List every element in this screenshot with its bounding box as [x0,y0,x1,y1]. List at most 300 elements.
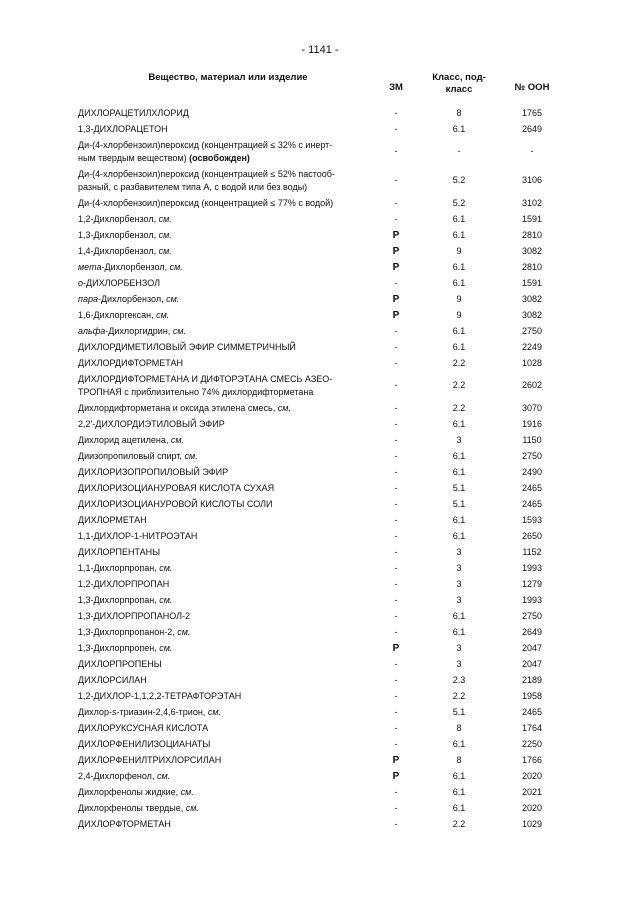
class-cell: 8 [456,754,462,765]
substance-name [75,544,373,560]
class-cell: 6.1 [452,450,466,461]
name-text: -Дихлоргидрин, [105,325,173,336]
un-number-cell: 2490 [521,466,543,477]
zm-cell [373,259,419,275]
see-reference: см. [277,402,291,413]
name-text: ДИХЛОРПЕНТАНЫ [78,546,161,557]
table-row [75,784,565,800]
class-cell: 5.2 [452,175,466,185]
zm-cell [373,640,419,656]
name-text: 1,3-Дихлорпропанон-2, [78,626,178,637]
substance-name [75,752,373,768]
table-row [75,704,565,720]
name-text: ДИХЛОРАЦЕТИЛХЛОРИД [78,107,189,118]
table-row [75,275,565,291]
zm-mark: P [392,245,400,257]
substance-name [75,480,373,496]
table-row [75,432,565,448]
name-text: Дихлорфенолы твердые, [78,802,186,813]
table-row [75,688,565,704]
name-text: ДИХЛОРФЕНИЛТРИХЛОРСИЛАН [78,754,222,765]
zm-cell: - [394,578,398,589]
substance-name [75,416,373,432]
un-number-cell: 1993 [521,594,543,605]
name-text: 1,2-Дихлорбензол, [78,213,159,224]
zm-cell: - [394,402,398,413]
header-class-line2: класс [445,84,473,95]
substance-name [75,608,373,624]
substance-name [75,704,373,720]
zm-cell: - [394,325,398,336]
table-row [75,528,565,544]
name-text: ДИХЛОРДИМЕТИЛОВЫЙ ЭФИР СИММЕТРИЧНЫЙ [78,341,296,352]
substance-name [75,736,373,752]
table-row [75,640,565,656]
name-text: ДИХЛОРФТОРМЕТАН [78,818,171,829]
table-row [75,339,565,355]
table-row [75,672,565,688]
header-un: № ООН [514,82,550,93]
see-reference: см. [207,706,221,717]
zm-cell: - [394,706,398,717]
name-text: -триазин-2,4,6-трион, [116,706,208,717]
table-row [75,227,565,243]
table-row [75,624,565,640]
substance-name [75,576,373,592]
name-text: -Дихлорбензол, [101,261,170,272]
name-text: ДИХЛОРИЗОПРОПИЛОВЫЙ ЭФИР [78,466,229,477]
un-number-cell: 1958 [521,690,543,701]
un-number-cell: 1916 [521,418,543,429]
un-number-cell: 2020 [521,770,543,781]
zm-cell: - [394,514,398,525]
un-number-cell: 2250 [521,738,543,749]
class-cell: 6.1 [452,325,466,336]
name-text: 1,1-Дихлорпропан, [78,562,160,573]
substance-name [75,784,373,800]
zm-cell: - [394,357,398,368]
un-number-cell: 3102 [521,197,543,208]
class-cell: 6.1 [452,514,466,525]
see-reference: см. [156,770,171,781]
class-cell: 5.1 [452,706,466,717]
class-cell: 9 [456,309,462,320]
un-number-cell: 3106 [521,175,543,185]
un-number-cell: 2602 [521,380,543,390]
class-cell: 6.1 [452,466,466,477]
table-row [75,752,565,768]
substance-name [75,448,373,464]
un-number-cell: 1766 [521,754,543,765]
table-row [75,656,565,672]
zm-cell: - [394,530,398,541]
substance-name [75,496,373,512]
table-row [75,166,565,195]
zm-cell: - [394,690,398,701]
name-text: 1,2-ДИХЛОРПРОПАН [78,578,170,589]
zm-cell: - [394,546,398,557]
name-text: ДИХЛОРИЗОЦИАНУРОВАЯ КИСЛОТА СУХАЯ [78,482,275,493]
table-row [75,560,565,576]
zm-cell: - [394,450,398,461]
un-number-cell: 2189 [521,674,543,685]
name-prefix: альфа [78,325,106,336]
zm-cell: - [394,146,398,156]
name-text: 2,4-Дихлорфенол, [78,770,157,781]
name-text: Ди-(4-хлорбензоил)пероксид (концентрацией ≤ 32% с инерт- [78,139,333,150]
un-number-cell: 1029 [521,818,543,829]
zm-cell: - [394,482,398,493]
class-cell: 2.2 [452,380,466,390]
un-number-cell: 2810 [521,229,543,240]
table-row [75,592,565,608]
un-number-cell: 2650 [521,530,543,541]
un-number-cell: 1150 [522,434,542,445]
name-prefix: s [111,706,117,717]
see-reference: см. [180,786,194,797]
substance-name [75,211,373,227]
substance-name [75,137,373,166]
zm-cell: - [394,658,398,669]
substance-name [75,291,373,307]
un-number-cell: 2020 [521,802,543,813]
zm-cell [373,243,419,259]
name-text: 1,3-ДИХЛОРПРОПАНОЛ-2 [78,610,191,621]
zm-cell: - [394,722,398,733]
zm-cell: - [394,434,398,445]
name-text: ДИХЛОРПРОПЕНЫ [78,658,162,669]
substance-name [75,339,373,355]
un-number-cell: 1993 [521,562,543,573]
see-reference: см. [158,213,172,224]
zm-mark: P [392,293,400,305]
see-reference: см. [166,293,180,304]
un-number-cell: 2465 [521,482,543,493]
zm-cell [373,227,419,243]
class-cell: 6.1 [452,626,466,637]
substance-name [75,355,373,371]
table-row [75,323,565,339]
class-cell: - [457,146,461,156]
see-reference: см. [169,261,183,272]
zm-cell [373,291,419,307]
see-reference: см. [170,434,185,445]
see-reference: см. [156,309,170,320]
un-number-cell: 2750 [521,325,543,336]
name-text: ДИХЛОРДИФТОРМЕТАНА И ДИФТОРЭТАНА СМЕСЬ АЗЕО- [78,373,333,384]
table-row [75,464,565,480]
class-cell: 3 [456,562,462,573]
table-row [75,576,565,592]
name-text: 1,4-Дихлорбензол, [78,245,159,256]
see-reference: см. [158,245,172,256]
zm-cell: - [394,786,398,797]
name-text: Диизопропиловый спирт, [78,450,185,461]
exemption-note: (освобожден) [186,152,250,163]
name-text: 1,6-Дихлоргексан, [78,309,157,320]
class-cell: 2.2 [452,690,466,701]
zm-cell: - [394,610,398,621]
class-cell: 6.1 [452,341,466,352]
un-number-cell: 2465 [521,706,543,717]
table-row [75,816,565,832]
name-prefix: мета [78,261,102,272]
name-text: ДИХЛОРДИФТОРМЕТАН [78,357,183,368]
see-reference: см. [159,562,173,573]
class-cell: 3 [456,658,462,669]
zm-mark: P [392,261,400,273]
zm-cell: - [394,107,398,118]
un-number-cell: 1765 [521,107,543,118]
zm-mark: P [392,229,400,241]
class-cell: 2.2 [452,357,466,368]
un-number-cell: 2750 [521,450,543,461]
name-text: -Дихлорбензол, [97,293,167,304]
class-cell: 6.1 [452,530,466,541]
un-number-cell: 2021 [521,786,543,797]
class-cell: 2.2 [452,402,466,413]
see-reference: см. [158,229,172,240]
table-row [75,291,565,307]
table-row [75,800,565,816]
name-text: Дихлордифторметана и оксида этилена смесь, [78,402,278,413]
see-reference: см. [185,802,199,813]
name-text: 1,2-ДИХЛОР-1,1,2,2-ТЕТРАФТОРЭТАН [78,690,242,701]
substance-name [75,371,373,400]
zm-cell: - [394,498,398,509]
see-reference: см. [184,450,198,461]
name-text-line2: разный, с разбавителем типа A, с водой или без воды) [78,181,308,192]
name-text: -ДИХЛОРБЕНЗОЛ [83,277,161,288]
name-text-line2: ным твердым веществом) [78,152,187,163]
table-row [75,496,565,512]
class-cell: 5.1 [452,498,466,509]
zm-cell: - [394,594,398,605]
un-number-cell: 2750 [521,610,543,621]
un-number-cell: 2047 [521,642,543,653]
substance-name [75,528,373,544]
table-row [75,400,565,416]
table-row [75,448,565,464]
table-row [75,137,565,166]
substance-name [75,688,373,704]
header-class [419,72,499,105]
substance-name [75,400,373,416]
un-number-cell: 3082 [521,245,543,256]
name-prefix: пара [78,293,98,304]
un-number-cell: 1591 [521,213,543,224]
name-text: Дихлорфенолы жидкие, [78,786,181,797]
name-text: ДИХЛОРСИЛАН [78,674,147,685]
zm-cell: - [394,802,398,813]
zm-cell: - [394,738,398,749]
substance-name [75,512,373,528]
un-number-cell: 2047 [521,658,543,669]
name-text: 1,1-ДИХЛОР-1-НИТРОЭТАН [78,530,198,541]
name-prefix: о [78,277,84,288]
class-cell: 3 [456,578,462,589]
class-cell: 3 [456,434,462,445]
zm-cell: - [394,562,398,573]
zm-cell: - [394,674,398,685]
class-cell: 5.2 [452,197,466,208]
substance-name [75,195,373,211]
class-cell: 6.1 [452,229,466,240]
class-cell: 6.1 [452,770,466,781]
substance-name [75,800,373,816]
class-cell: 2.3 [452,674,466,685]
un-number-cell: 1591 [521,277,543,288]
zm-cell: - [394,175,398,185]
table-row [75,259,565,275]
table-row [75,736,565,752]
un-number-cell: 2465 [521,498,543,509]
table-row [75,608,565,624]
substance-name [75,259,373,275]
zm-cell: - [394,123,398,134]
see-reference: см. [177,626,191,637]
substance-name [75,656,373,672]
class-cell: 6.1 [452,261,466,272]
un-number-cell: 1028 [521,357,543,368]
table-row [75,544,565,560]
table-row [75,480,565,496]
name-text: ДИХЛОРМЕТАН [78,514,147,525]
substance-name [75,227,373,243]
zm-cell: - [394,818,398,829]
substance-name [75,560,373,576]
class-cell: 6.1 [452,418,466,429]
zm-cell: - [394,626,398,637]
header-class-line1: Класс, под- [432,72,486,83]
un-number-cell: - [530,146,534,156]
un-number-cell: 1152 [522,546,542,557]
table-row [75,768,565,784]
table-row [75,243,565,259]
table-row [75,307,565,323]
substance-name [75,816,373,832]
class-cell: 9 [456,293,462,304]
class-cell: 6.1 [452,802,466,813]
table-row [75,211,565,227]
name-text: Ди-(4-хлорбензоил)пероксид (концентрацией ≤ 52% пастооб- [78,168,335,179]
zm-cell [373,752,419,768]
un-number-cell: 3082 [521,293,543,304]
table-row [75,512,565,528]
class-cell: 8 [456,107,462,118]
class-cell: 6.1 [452,786,466,797]
class-cell: 9 [456,245,462,256]
name-text: ДИХЛОРФЕНИЛИЗОЦИАНАТЫ [78,738,211,749]
zm-mark: P [392,754,400,766]
class-cell: 3 [456,594,462,605]
zm-cell: - [394,380,398,390]
substance-name [75,640,373,656]
class-cell: 6.1 [452,123,466,134]
class-cell: 8 [456,722,462,733]
zm-cell [373,307,419,323]
substance-name [75,243,373,259]
class-cell: 6.1 [452,738,466,749]
name-text: 1,3-Дихлорбензол, [78,229,159,240]
see-reference: см. [172,325,186,336]
substance-name [75,307,373,323]
un-number-cell: 3070 [521,402,543,413]
name-text-line2: ТРОПНАЯ с приблизительно 74% дихлордифторметана [78,386,314,397]
zm-cell [373,768,419,784]
table-row [75,355,565,371]
name-text: Ди-(4-хлорбензоил)пероксид (концентрацией ≤ 77% с водой) [78,197,334,208]
class-cell: 6.1 [452,277,466,288]
table-row [75,416,565,432]
zm-mark: P [392,642,400,654]
zm-cell: - [394,341,398,352]
class-cell: 5.1 [452,482,466,493]
substance-name [75,672,373,688]
zm-cell: - [394,213,398,224]
substance-name [75,323,373,339]
un-number-cell: 2810 [521,261,543,272]
table-row [75,121,565,137]
un-number-cell: 2249 [521,341,543,352]
substance-name [75,768,373,784]
class-cell: 3 [456,642,462,653]
zm-mark: P [392,309,400,321]
substance-name [75,121,373,137]
zm-mark: P [392,770,400,782]
name-text: ДИХЛОРИЗОЦИАНУРОВОЙ КИСЛОТЫ СОЛИ [78,498,273,509]
substance-name [75,432,373,448]
table-row [75,720,565,736]
name-text: Дихлор- [78,706,112,717]
zm-cell: - [394,418,398,429]
header-zm: ЗМ [389,82,403,93]
substance-table [75,72,565,832]
un-number-cell: 1764 [521,722,543,733]
name-text: 1,3-Дихлорпропан, [78,594,160,605]
see-reference: см. [159,594,173,605]
un-number-cell: 1593 [521,514,543,525]
name-text: 1,3-ДИХЛОРАЦЕТОН [78,123,168,134]
substance-name [75,464,373,480]
class-cell: 2.2 [452,818,466,829]
table-row [75,195,565,211]
substance-name [75,105,373,121]
zm-cell: - [394,197,398,208]
see-reference: см. [159,642,173,653]
table-body [75,105,565,832]
zm-cell: - [394,277,398,288]
substance-name [75,624,373,640]
substance-name [75,592,373,608]
name-text: 1,3-Дихлорпропен, [78,642,160,653]
name-text: Дихлорид ацетилена, [78,434,171,445]
un-number-cell: 3082 [521,309,543,320]
class-cell: 6.1 [452,213,466,224]
table-row [75,371,565,400]
class-cell: 6.1 [452,610,466,621]
zm-cell: - [394,466,398,477]
un-number-cell: 2649 [521,123,543,134]
un-number-cell: 1279 [521,578,543,589]
substance-name [75,720,373,736]
table-row [75,105,565,121]
name-text: ДИХЛОРУКСУСНАЯ КИСЛОТА [78,722,209,733]
class-cell: 3 [456,546,462,557]
page-number: - 1141 - [301,44,339,56]
table-header [75,72,565,105]
substance-name [75,166,373,195]
